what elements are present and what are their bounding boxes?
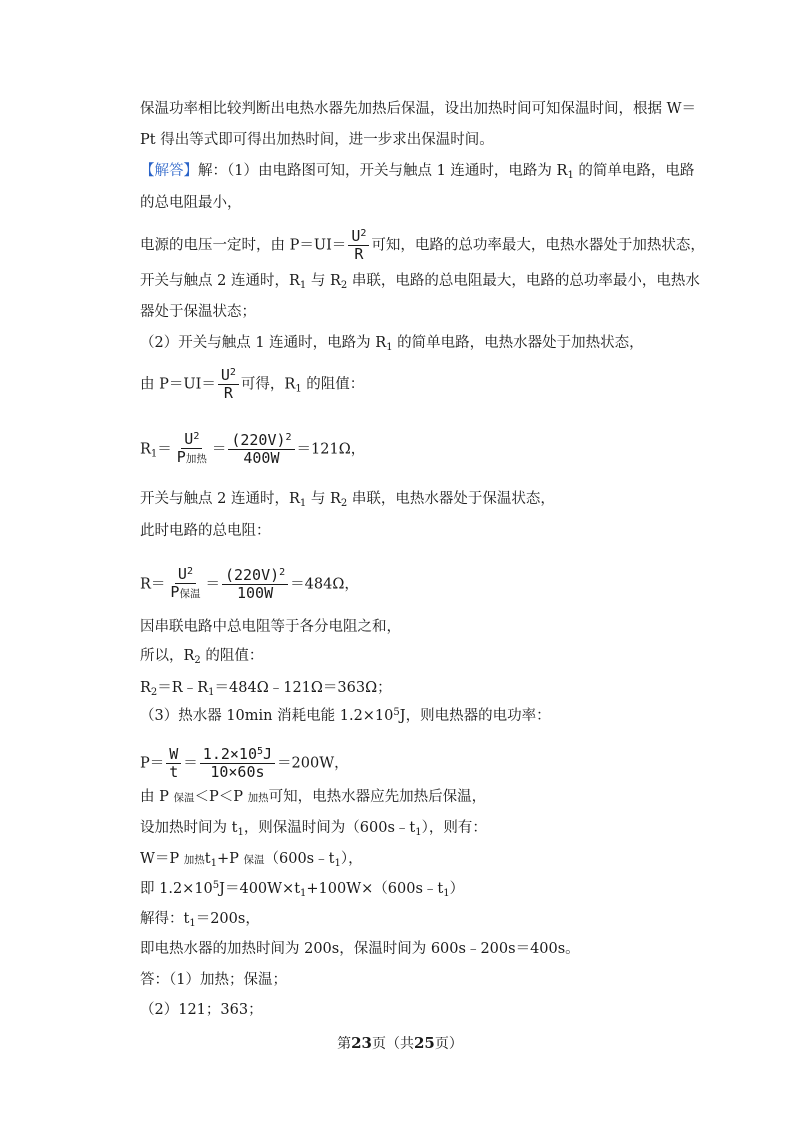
text-segment: ＝484Ω﹣121Ω＝363Ω； xyxy=(214,680,392,696)
subscript: 1 xyxy=(237,827,244,838)
text-line xyxy=(140,161,694,181)
text-line: Pt 得出等式即可得出加热时间，进一步求出保温时间。 xyxy=(140,132,494,148)
text-segment: 所以，R xyxy=(140,648,195,664)
footer-text: 页） xyxy=(434,1036,463,1052)
text-line xyxy=(140,489,555,509)
denominator: R xyxy=(223,384,233,402)
text-segment: +100W×（600s﹣t xyxy=(306,881,444,897)
numerator xyxy=(175,566,196,584)
subscript: 2 xyxy=(340,280,348,291)
numerator xyxy=(348,228,369,246)
fraction-u2-over-r xyxy=(348,228,369,263)
denominator: P保温 xyxy=(170,583,201,601)
denominator: R xyxy=(354,245,364,263)
text-segment: 的阻值： xyxy=(301,376,365,393)
text-segment: 即 1.2×10 xyxy=(140,881,213,897)
text-segment: R xyxy=(140,441,151,458)
subscript-text: 保温 xyxy=(179,588,201,600)
subscript-text: 保温 xyxy=(243,854,265,866)
text-segment: ＝R﹣R xyxy=(157,680,209,696)
answer-tag: 【解答】 xyxy=(140,163,198,179)
subscript: 1 xyxy=(415,827,422,838)
text-segment: 开关与触点 2 连通时，R xyxy=(140,491,300,507)
superscript: 5 xyxy=(393,707,400,718)
text-segment: 串联，电热水器处于保温状态， xyxy=(347,491,555,507)
text-segment: （600s﹣t xyxy=(264,851,335,867)
text-segment: 解得：t xyxy=(140,911,190,927)
symbol: (220V) xyxy=(231,431,286,449)
page-number: 23 xyxy=(351,1034,372,1052)
text-segment: 与 R xyxy=(306,491,341,507)
denominator: 100W xyxy=(237,584,274,602)
text-segment: J，则电热器的电功率： xyxy=(399,708,551,724)
text-line: 的总电阻最小， xyxy=(140,195,242,211)
text-line xyxy=(140,271,700,291)
denominator: t xyxy=(169,763,179,781)
numerator xyxy=(228,432,294,450)
fraction-energy-over-time xyxy=(200,746,275,781)
fraction-u2-over-pkeep xyxy=(167,566,203,603)
text-line xyxy=(140,818,487,838)
text-line: 保温功率相比较判断出电热水器先加热后保温，设出加热时间可知保温时间，根据 W＝ xyxy=(140,101,697,117)
symbol: U xyxy=(177,565,187,583)
symbol: U xyxy=(220,366,230,384)
symbol: 1.2×10 xyxy=(202,745,257,763)
text-segment: ＝200W， xyxy=(277,755,349,772)
text-line: 即电热水器的加热时间为 200s，保温时间为 600s﹣200s＝400s。 xyxy=(140,941,580,957)
text-segment: ） xyxy=(449,881,465,897)
text-segment: +P xyxy=(216,851,244,867)
numerator: W xyxy=(166,746,181,764)
text-segment: ）， xyxy=(340,851,363,867)
text-segment: ，则保温时间为（600s﹣t xyxy=(243,820,416,836)
text-segment: ＝200s， xyxy=(195,911,260,927)
text-segment: ＜P＜P xyxy=(194,789,248,805)
text-segment: ＝ xyxy=(205,576,220,593)
text-segment: 可知，电路的总功率最大，电热水器处于加热状态， xyxy=(371,237,705,254)
superscript: 2 xyxy=(279,567,286,578)
text-line: （2）121；363； xyxy=(140,1002,263,1018)
denominator: P加热 xyxy=(176,448,207,466)
superscript: 2 xyxy=(360,228,367,239)
text-segment: 可得，R xyxy=(240,376,296,393)
text-line xyxy=(140,909,260,929)
subscript: 1 xyxy=(208,687,215,698)
subscript: 1 xyxy=(567,170,574,181)
text-line xyxy=(140,333,644,353)
text-segment: 的简单电路，电路 xyxy=(573,163,695,179)
text-segment: （3）热水器 10min 消耗电能 1.2×10 xyxy=(140,708,394,724)
subscript-text: 加热 xyxy=(247,792,269,804)
text-segment: （2）开关与触点 1 连通时，电路为 R xyxy=(140,335,387,351)
text-line xyxy=(140,706,551,726)
fraction-u2-over-pheat xyxy=(174,431,210,468)
formula-line xyxy=(140,566,359,603)
subscript: 1 xyxy=(295,383,302,395)
subscript: 2 xyxy=(150,687,158,698)
numerator xyxy=(218,367,239,385)
subscript: 1 xyxy=(210,858,217,869)
subscript: 1 xyxy=(189,918,196,929)
text-segment: W＝P xyxy=(140,851,184,867)
subscript: 1 xyxy=(334,858,341,869)
superscript: 5 xyxy=(212,880,220,891)
formula-line xyxy=(140,228,705,263)
text-segment: 设加热时间为 t xyxy=(140,820,238,836)
subscript: 1 xyxy=(299,498,307,509)
text-line xyxy=(140,849,363,870)
text-segment: 串联，电路的总电阻最大，电路的总功率最小，电热水 xyxy=(347,273,700,289)
text-segment: 与 R xyxy=(306,273,341,289)
superscript: 5 xyxy=(256,746,264,757)
fraction-u2-over-r xyxy=(218,367,239,402)
text-segment: R＝ xyxy=(140,576,166,593)
text-segment: ＝ xyxy=(183,755,198,772)
page-footer xyxy=(0,1033,800,1053)
text-line: 器处于保温状态； xyxy=(140,304,256,320)
superscript: 2 xyxy=(186,566,193,577)
text-line xyxy=(140,646,263,666)
fraction-220v-over-400w xyxy=(228,432,294,467)
subscript: 2 xyxy=(340,498,348,509)
denominator: 400W xyxy=(243,449,280,467)
total-pages: 25 xyxy=(414,1034,435,1052)
subscript: 1 xyxy=(386,342,393,353)
symbol: U xyxy=(351,227,361,245)
superscript: 2 xyxy=(193,431,200,442)
text-segment: ＝121Ω， xyxy=(296,441,366,458)
text-segment: ），则有： xyxy=(421,820,487,836)
subscript: 1 xyxy=(299,280,307,291)
text-segment: t xyxy=(204,851,211,867)
fraction-w-over-t xyxy=(166,746,181,781)
text-line: 答：（1）加热；保温； xyxy=(140,972,287,988)
text-segment: 的阻值： xyxy=(200,648,264,664)
formula-line xyxy=(140,431,365,468)
text-segment: 由 P xyxy=(140,789,174,805)
denominator: 10×60s xyxy=(210,763,265,781)
text-segment: 的简单电路，电热水器处于加热状态， xyxy=(392,335,644,351)
numerator xyxy=(222,567,288,585)
text-segment: P＝ xyxy=(140,755,165,772)
symbol: J xyxy=(263,745,273,763)
subscript: 1 xyxy=(300,888,307,899)
text-segment: 解：（1）由电路图可知，开关与触点 1 连通时，电路为 R xyxy=(198,163,568,179)
subscript: 1 xyxy=(150,448,158,460)
formula-line xyxy=(140,746,349,781)
footer-text: 第 xyxy=(337,1036,352,1052)
subscript: 2 xyxy=(194,655,201,666)
text-line xyxy=(140,879,464,899)
text-line: 因串联电路中总电阻等于各分电阻之和， xyxy=(140,619,401,635)
superscript: 2 xyxy=(285,432,292,443)
subscript-text: 保温 xyxy=(173,792,195,804)
text-segment: R xyxy=(140,680,151,696)
subscript-text: 加热 xyxy=(185,453,207,465)
text-segment: 可知，电热水器应先加热后保温， xyxy=(268,789,487,805)
footer-text: 页（共 xyxy=(372,1036,414,1052)
symbol: U xyxy=(184,430,194,448)
text-segment: 由 P＝UI＝ xyxy=(140,376,216,393)
text-segment: ＝484Ω， xyxy=(290,576,359,593)
text-segment: 电源的电压一定时，由 P＝UI＝ xyxy=(140,237,347,254)
text-segment: J＝400W×t xyxy=(219,881,301,897)
text-line xyxy=(140,678,392,698)
numerator xyxy=(181,431,202,449)
superscript: 2 xyxy=(229,367,236,378)
text-line xyxy=(140,787,486,808)
formula-line xyxy=(140,367,364,402)
subscript: 1 xyxy=(443,888,450,899)
text-segment: 开关与触点 2 连通时，R xyxy=(140,273,300,289)
text-segment: ＝ xyxy=(157,441,172,458)
text-line: 此时电路的总电阻： xyxy=(140,523,271,539)
subscript-text: 加热 xyxy=(183,854,205,866)
symbol: (220V) xyxy=(224,566,280,584)
text-segment: ＝ xyxy=(211,441,227,458)
numerator xyxy=(200,746,275,764)
fraction-220v-over-100w xyxy=(222,567,288,602)
